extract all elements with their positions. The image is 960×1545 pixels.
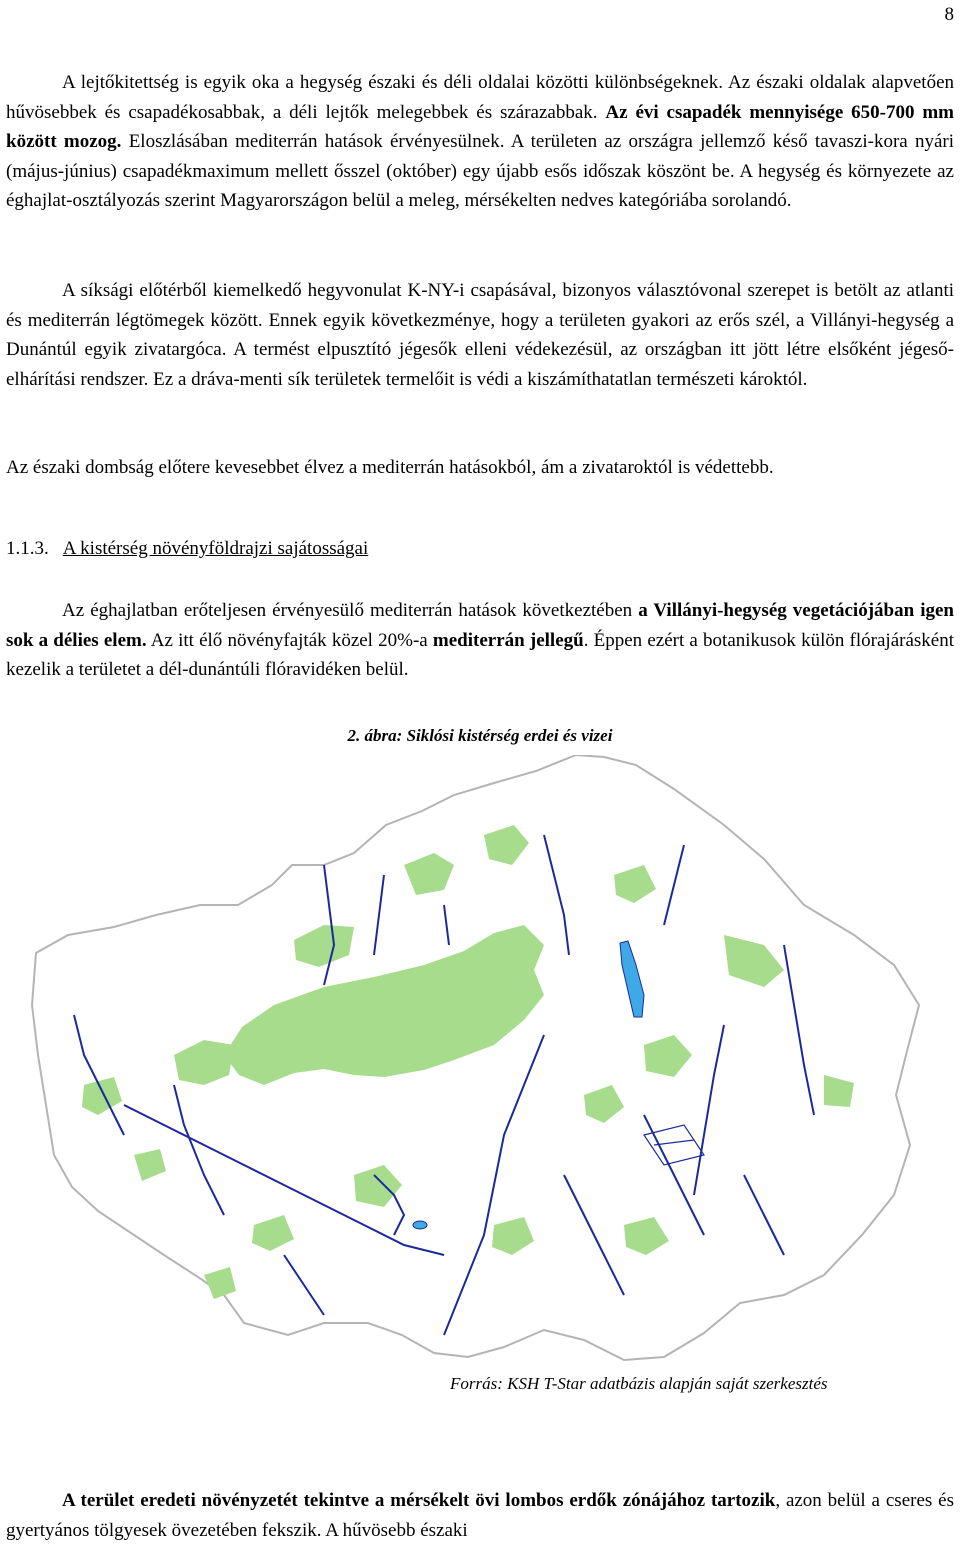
forest-patch-north-3 bbox=[484, 825, 529, 865]
forest-water-map bbox=[24, 755, 944, 1367]
forest-patch-northeast bbox=[614, 865, 656, 903]
original-vegetation-bold: A terület eredeti növényzetét tekintve a mérsékelt övi lombos erdők zónájához tartozik bbox=[62, 1490, 776, 1511]
stream-north-4 bbox=[544, 835, 569, 955]
forest-patch-north-2 bbox=[404, 853, 454, 895]
stream-southeast bbox=[744, 1175, 784, 1255]
vegetation-text-3: . Éppen ezért a botanikusok külön flórajárásként kezelik a területet a dél-dunántúli flóravidéken belül. bbox=[6, 629, 955, 681]
forest-patch-southwest-1 bbox=[252, 1215, 294, 1251]
section-heading bbox=[6, 534, 368, 563]
climate-text-1: A lejtőkitettség is egyik oka a hegység északi és déli oldalai közötti különbségeknek. Az északi oldalak alapvetően hűvösebbek és csapadékosabbak, a déli lejtők melegebbek és szárazabbak. bbox=[6, 72, 954, 123]
forest-areas bbox=[82, 825, 854, 1299]
forest-patch-south-2 bbox=[492, 1217, 534, 1255]
precipitation-bold: Az évi csapadék mennyisége 650-700 mm között mozog. bbox=[6, 101, 954, 153]
canal-cross bbox=[654, 1140, 694, 1145]
stream-east-1 bbox=[784, 945, 814, 1115]
figure-title: 2. ábra: Siklósi kistérség erdei és vizei bbox=[347, 726, 613, 745]
rivers bbox=[74, 835, 814, 1335]
paragraph-original-vegetation bbox=[6, 1486, 954, 1545]
stream-north-1 bbox=[324, 865, 334, 985]
forest-patch-ridge-west bbox=[174, 1040, 234, 1085]
forest-patch-main-ridge bbox=[224, 925, 544, 1085]
lake-northeast bbox=[620, 941, 644, 1017]
section-title: A kistérség növényföldrajzi sajátosságai bbox=[62, 538, 369, 559]
paragraph-north-hills: Az északi dombság előtere kevesebbet élvez a mediterrán hatásokból, ám a zivataroktól is védettebb. bbox=[6, 457, 774, 478]
paragraph-climate bbox=[6, 68, 954, 216]
forest-patch-center bbox=[584, 1085, 624, 1123]
page-number: 8 bbox=[944, 4, 954, 25]
forest-patch-southwest-2 bbox=[204, 1267, 236, 1299]
paragraph-vegetation bbox=[6, 596, 954, 685]
stream-north-3 bbox=[444, 905, 449, 945]
stream-northeast bbox=[664, 845, 684, 925]
climate-text-2: Eloszlásában mediterrán hatások érvényesülnek. A területen az országra jellemző késő tavaszi-kora nyári (május-június) csapadékmaximum mellett ősszel (október) egy újabb esős időszak köszönt be. A hegység és környezete az éghajlat-osztályozás szerint Magyarországon belül a meleg, mérsékelten nedves kategóriába sorolandó. bbox=[6, 131, 955, 212]
forest-patch-east-2 bbox=[644, 1035, 692, 1077]
forest-patch-south-1 bbox=[354, 1165, 402, 1207]
forest-patch-east-1 bbox=[724, 935, 784, 987]
forest-patch-south-3 bbox=[624, 1217, 669, 1255]
lake-central bbox=[413, 1221, 427, 1229]
vegetation-text-1: Az éghajlatban erőteljesen érvényesülő mediterrán hatások következtében bbox=[62, 600, 633, 621]
stream-west-1 bbox=[74, 1015, 124, 1135]
stream-north-2 bbox=[374, 875, 384, 955]
forest-patch-west-1 bbox=[82, 1077, 122, 1115]
forest-patch-west-2 bbox=[134, 1149, 166, 1181]
stream-east-2 bbox=[694, 1025, 724, 1195]
forest-patch-east-3 bbox=[824, 1075, 854, 1107]
stream-south-3 bbox=[284, 1255, 324, 1315]
stream-west-2 bbox=[174, 1085, 224, 1215]
paragraph-wind: A síksági előtérből kiemelkedő hegyvonulat K-NY-i csapásával, bizonyos választóvonal szerepet is betölt az atlanti és mediterrán légtömegek között. Ennek egyik következménye, hogy a területen gyakori az erős szél, a Villányi-hegység a Dunántúl egyik zivatargóca. A termést elpusztító jégesők elleni védekezésül, az országban itt jött létre elsőként jégeső-elhárítási rendszer. Ez a dráva-menti sík területek termelőit is védi a kiszámíthatatlan természeti károktól. bbox=[6, 280, 954, 390]
stream-south-1 bbox=[564, 1175, 624, 1295]
vegetation-bold-1: a Villányi-hegység vegetációjában igen sok a délies elem. bbox=[6, 600, 954, 651]
region-boundary bbox=[32, 755, 919, 1360]
vegetation-text-2: Az itt élő növényfajták közel 20%-a bbox=[150, 629, 428, 651]
section-number: 1.1.3. bbox=[6, 538, 49, 559]
stream-central bbox=[444, 1035, 544, 1335]
forest-patch-north-1 bbox=[294, 925, 354, 967]
figure-source: Forrás: KSH T-Star adatbázis alapján saját szerkesztés bbox=[450, 1374, 828, 1393]
vegetation-bold-2: mediterrán jellegű bbox=[432, 629, 584, 651]
original-vegetation-text: , azon belül a cseres és gyertyános tölgyesek övezetében fekszik. A hűvösebb északi bbox=[6, 1490, 954, 1541]
